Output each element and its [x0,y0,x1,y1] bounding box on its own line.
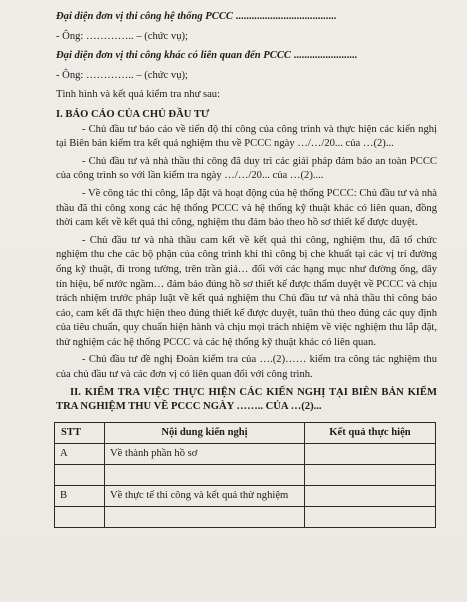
rep-other-label: Đại diện đơn vị thi công khác có liên quan đến PCCC [56,50,291,62]
section1-paragraph: - Chủ đầu tư báo cáo về tiến độ thi công của công trình và thực hiện các kiến nghị tại Biên bản kiểm tra kết quả nghiệm thu về PCCC ngày …/…/20... của …(2)... [56,123,437,150]
cell-result [305,506,436,527]
cell-content [105,464,305,485]
rep-contractor-label: Đại diện đơn vị thi công hệ thống PCCC [56,11,233,22]
cell-stt [55,506,105,527]
cell-stt: A [55,443,105,464]
table-row [55,485,436,506]
cell-content: Về thành phần hồ sơ [105,443,305,464]
rep-other-dots: ........................ [293,50,358,62]
intro-text: Tình hình và kết quả kiểm tra như sau: [56,89,221,101]
table-row [55,443,436,464]
cell-content: Về thực tế thi công và kết quả thử nghiệm [105,485,305,506]
cell-result [305,443,436,464]
cell-content [105,506,305,527]
table-header-row [55,422,436,443]
col-header-stt: STT [55,422,105,443]
section1-paragraph: - Chủ đầu tư đề nghị Đoàn kiểm tra của ….(2)…… kiểm tra công tác nghiệm thu của chủ đầu tư và các đơn vị có liên quan đối với công trình. [56,354,437,381]
ong-line-2: - Ông: ………….. – (chức vụ); [56,69,188,81]
cell-result [305,485,436,506]
cell-result [305,464,436,485]
col-header-result: Kết quả thực hiện [305,422,436,443]
rep-contractor-line [56,10,437,25]
section1-paragraph: - Chủ đầu tư và nhà thầu cam kết về kết quả thi công, nghiệm thu, đã tổ chức nghiệm thu che các bộ phận của công trình khi thi công bị che khuất tại các vị trí đường ống kỹ thuật, đi trong tường, trên trần giả… đối với các hạng mục như đường ống, dây tín hiệu, bể nước ngầm… đảm bảo đúng hồ sơ thiết kế được thẩm duyệt về PCCC và chịu trách nhiệm trước pháp luật về kết quả nghiệm thu Chủ đầu tư và nhà thầu thi công báo cáo, cam kết đã thực hiện theo đúng thiết kế được duyệt, tuân thủ theo đúng các quy định của tiêu chuẩn, quy chuẩn hiện hành và chịu mọi trách nhiệm về việc nghiệm thu lắp đặt, thử nghiệm các hệ thống PCCC và các hệ thống kỹ thuật khác có liên quan. [56,234,437,348]
recommendations-table [54,422,436,528]
rep-other-line [56,49,437,64]
rep-contractor-dots: ...................................... [235,11,337,22]
table-row [55,464,436,485]
col-header-content: Nội dung kiến nghị [105,422,305,443]
cell-stt [55,464,105,485]
section2-title: II. KIỂM TRA VIỆC THỰC HIỆN CÁC KIẾN NGHỊ TẠI BIÊN BẢN KIỂM TRA NGHIỆM THU VỀ PCCC NGÀY …….. CỦA …(2)... [56,386,437,413]
section1-paragraph: - Chủ đầu tư và nhà thầu thi công đã duy trì các giải pháp đảm bảo an toàn PCCC của công trình so với lần kiểm tra ngày …/…/20... của …(2).... [56,155,437,182]
section1-paragraph: - Về công tác thi công, lắp đặt và hoạt động của hệ thống PCCC: Chủ đầu tư và nhà thầu đã thi công xong các hệ thống PCCC và hệ thống kỹ thuật khác có liên quan, đồng thời cam kết về kết quả thi công, nghiệm thu đảm bảo theo hồ sơ thiết kế được duyệt. [56,187,437,229]
ong-line-1: - Ông: ………….. – (chức vụ); [56,30,188,42]
section1-title: I. BÁO CÁO CỦA CHỦ ĐẦU TƯ [56,108,210,120]
cell-stt: B [55,485,105,506]
table-row [55,506,436,527]
